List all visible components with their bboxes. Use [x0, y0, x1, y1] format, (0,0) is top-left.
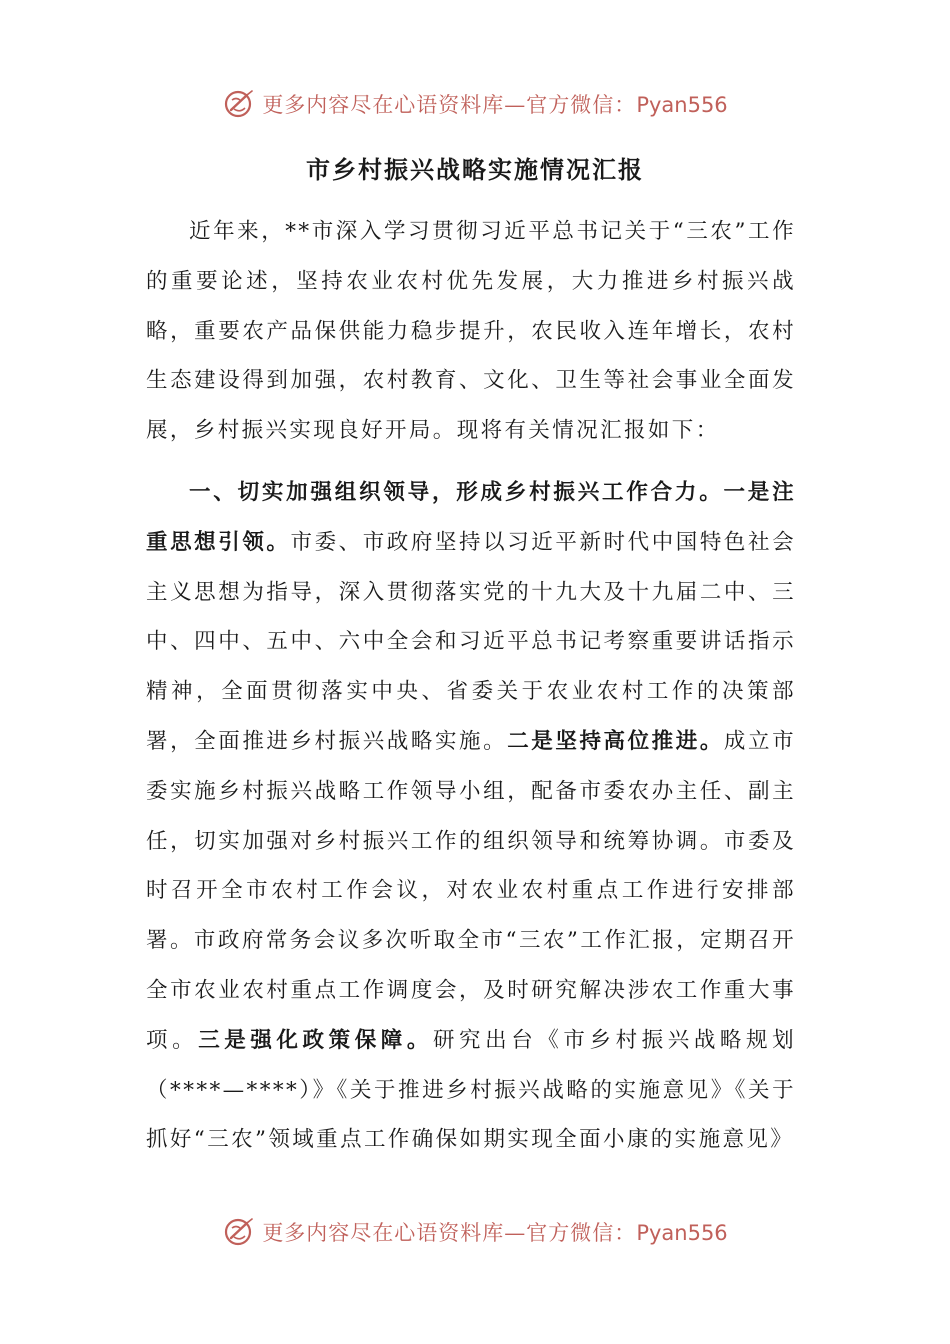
intro-paragraph: 近年来，**市深入学习贯彻习近平总书记关于“三农”工作的重要论述，坚持农业农村优先发展，大力推进乡村振兴战略，重要农产品保供能力稳步提升，农民收入连年增长，农村生态建设得到加强，农村教育、文化、卫生等社会事业全面发展，乡村振兴实现良好开局。现将有关情况汇报如下：: [146, 219, 796, 444]
document-title: 市乡村振兴战略实施情况汇报: [306, 155, 644, 184]
watermark-text: 更多内容尽在心语资料库—官方微信：Pyan556: [262, 1221, 728, 1245]
watermark-wechat-id: Pyan556: [636, 1221, 728, 1245]
section-1-paragraph: [146, 468, 796, 1165]
pen-logo-icon: [222, 1215, 256, 1249]
point-3-text: 研究出台《市乡村振兴战略规划（****—****）》《关于推进乡村振兴战略的实施意见》《关于抓好“三农”领域重点工作确保如期实现全面小康的实施意见》: [146, 1027, 796, 1153]
document-body: [146, 207, 796, 1165]
point-1-label: 一是注重思想引领。: [146, 479, 796, 555]
section-1-heading: 一、切实加强组织领导，形成乡村振兴工作合力。: [189, 479, 724, 505]
watermark-text: 更多内容尽在心语资料库—官方微信：Pyan556: [262, 93, 728, 117]
header-watermark: [0, 84, 950, 124]
point-1-text: 市委、市政府坚持以习近平新时代中国特色社会主义思想为指导，深入贯彻落实党的十九大及十九届二中、三中、四中、五中、六中全会和习近平总书记考察重要讲话指示精神，全面贯彻落实中央、省委关于农业农村工作的决策部署，全面推进乡村振兴战略实施。: [146, 529, 796, 754]
point-3-label: 三是强化政策保障。: [198, 1027, 433, 1053]
pen-logo-icon: [222, 87, 256, 121]
point-2-text: 成立市委实施乡村振兴战略工作领导小组，配备市委农办主任、副主任，切实加强对乡村振兴工作的组织领导和统筹协调。市委及时召开全市农村工作会议，对农业农村重点工作进行安排部署。市政府常务会议多次听取全市“三农”工作汇报，定期召开全市农业农村重点工作调度会，及时研究解决涉农工作重大事项。: [146, 728, 796, 1053]
footer-watermark: [0, 1212, 950, 1252]
point-2-label: 二是坚持高位推进。: [507, 728, 724, 754]
watermark-wechat-id: Pyan556: [636, 93, 728, 117]
